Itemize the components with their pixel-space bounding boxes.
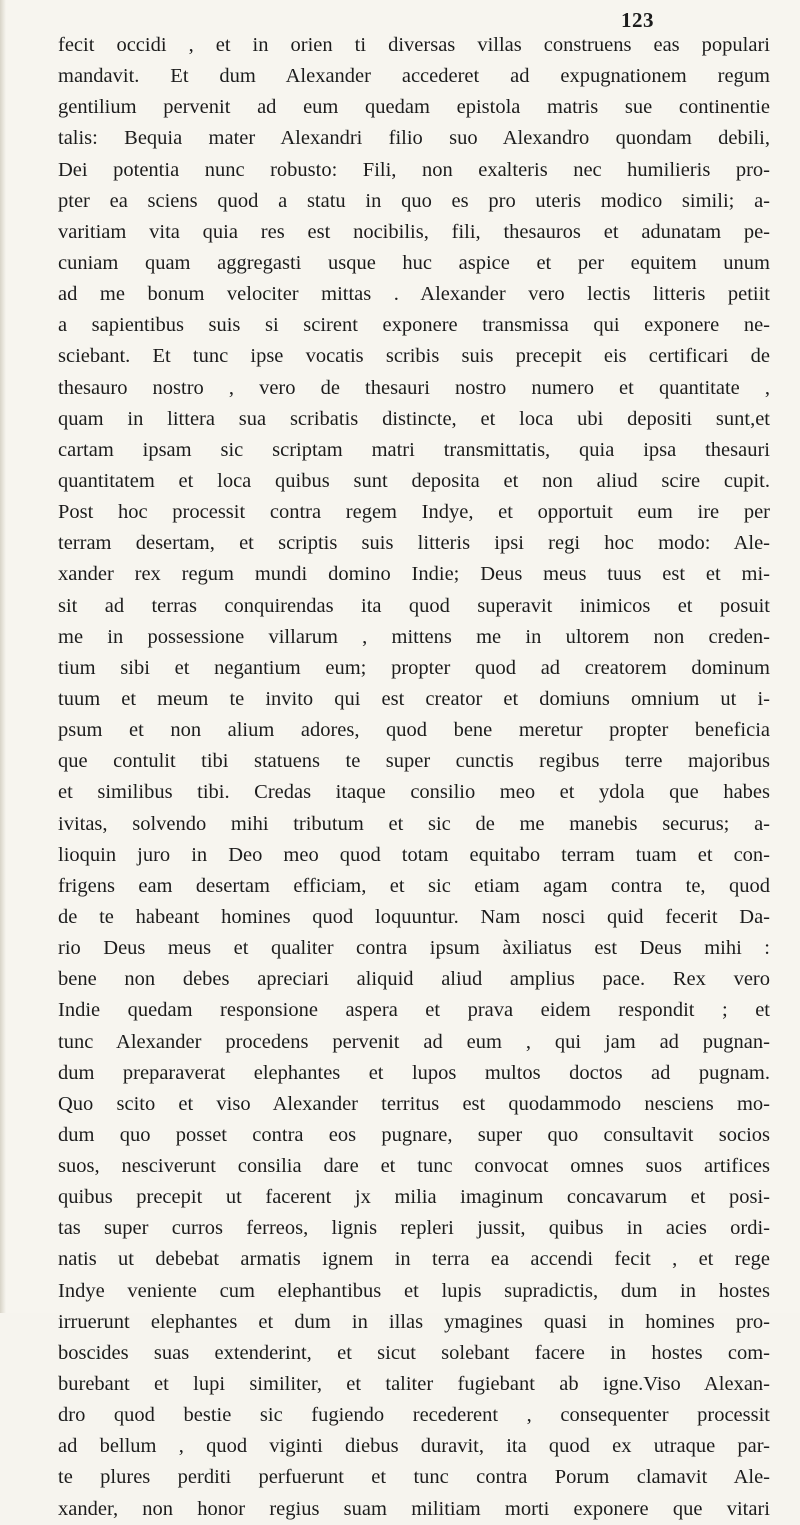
text-line: tuum et meum te invito qui est creator et domiuns omnium ut i-: [58, 687, 770, 710]
text-line: Quo scito et viso Alexander territus est quodammodo nesciens mo-: [58, 1092, 770, 1115]
text-line: et similibus tibi. Credas itaque consilio meo et ydola que habes: [58, 781, 770, 804]
text-line: Indie quedam responsione aspera et prava eidem respondit ; et: [58, 999, 770, 1022]
text-line: dro quod bestie sic fugiendo recederent , consequenter processit: [58, 1404, 770, 1427]
text-line: Indye veniente cum elephantibus et lupis supradictis, dum in hostes: [58, 1279, 770, 1302]
text-line: bene non debes apreciari aliquid aliud amplius pace. Rex vero: [58, 968, 770, 991]
text-line: burebant et lupi similiter, et taliter fugiebant ab igne.Viso Alexan-: [58, 1373, 770, 1396]
text-line: gentilium pervenit ad eum quedam epistola matris sue continentie: [58, 96, 770, 119]
text-line: psum et non alium adores, quod bene meretur propter beneficia: [58, 719, 770, 742]
text-line: quam in littera sua scribatis distincte, et loca ubi depositi sunt,et: [58, 407, 770, 430]
text-line: talis: Bequia mater Alexandri filio suo Alexandro quondam debili,: [58, 127, 770, 150]
page-number: 123: [621, 8, 654, 32]
text-line: me in possessione villarum , mittens me in ultorem non creden-: [58, 625, 770, 648]
text-line: ad bellum , quod viginti diebus duravit, ita quod ex utraque par-: [58, 1435, 770, 1458]
text-line: tunc Alexander procedens pervenit ad eum , qui jam ad pugnan-: [58, 1030, 770, 1053]
text-line: te plures perditi perfuerunt et tunc contra Porum clamavit Ale-: [58, 1466, 770, 1489]
text-line: suos, nesciverunt consilia dare et tunc convocat omnes suos artifices: [58, 1155, 770, 1178]
text-line: irruerunt elephantes et dum in illas ymagines quasi in homines pro-: [58, 1310, 770, 1333]
text-line: ad me bonum velociter mittas . Alexander vero lectis litteris petiit: [58, 283, 770, 306]
text-line: Post hoc processit contra regem Indye, et opportuit eum ire per: [58, 501, 770, 524]
text-line: natis ut debebat armatis ignem in terra ea accendi fecit , et rege: [58, 1248, 770, 1271]
text-line: Dei potentia nunc robusto: Fili, non exalteris nec humilieris pro-: [58, 158, 770, 181]
text-line: fecit occidi , et in orien ti diversas villas construens eas populari: [58, 34, 770, 56]
text-line: sciebant. Et tunc ipse vocatis scribis suis precepit eis certificari de: [58, 345, 770, 368]
text-line: quantitatem et loca quibus sunt deposita et non aliud scire cupit.: [58, 469, 770, 492]
text-line: que contulit tibi statuens te super cunctis regibus terre majoribus: [58, 750, 770, 773]
text-line: ivitas, solvendo mihi tributum et sic de me manebis securus; a-: [58, 812, 770, 835]
text-line: thesauro nostro , vero de thesauri nostro numero et quantitate ,: [58, 376, 770, 399]
text-line: dum preparaverat elephantes et lupos multos doctos ad pugnam.: [58, 1061, 770, 1084]
text-line: tas super curros ferreos, lignis repleri jussit, quibus in acies ordi-: [58, 1217, 770, 1240]
text-line: sit ad terras conquirendas ita quod superavit inimicos et posuit: [58, 594, 770, 617]
text-line: xander rex regum mundi domino Indie; Deus meus tuus est et mi-: [58, 563, 770, 586]
page-edge-shadow: [0, 0, 6, 1313]
text-line: xander, non honor regius suam militiam morti exponere que vitari: [58, 1497, 770, 1520]
text-line: frigens eam desertam efficiam, et sic etiam agam contra te, quod: [58, 874, 770, 897]
text-line: boscides suas extenderint, et sicut solebant facere in hostes com-: [58, 1341, 770, 1364]
text-line: cartam ipsam sic scriptam matri transmittatis, quia ipsa thesauri: [58, 438, 770, 461]
text-line: varitiam vita quia res est nocibilis, fili, thesauros et adunatam pe-: [58, 220, 770, 243]
text-line: de te habeant homines quod loquuntur. Nam nosci quid fecerit Da-: [58, 905, 770, 928]
text-line: rio Deus meus et qualiter contra ipsum àxiliatus est Deus mihi :: [58, 937, 770, 960]
text-line: terram desertam, et scriptis suis litteris ipsi regi hoc modo: Ale-: [58, 532, 770, 555]
text-line: a sapientibus suis si scirent exponere transmissa qui exponere ne-: [58, 314, 770, 337]
text-line: tium sibi et negantium eum; propter quod ad creatorem dominum: [58, 656, 770, 679]
body-text: [58, 30, 770, 1525]
text-line: pter ea sciens quod a statu in quo es pro uteris modico simili; a-: [58, 189, 770, 212]
text-line: cuniam quam aggregasti usque huc aspice et per equitem unum: [58, 251, 770, 274]
text-line: mandavit. Et dum Alexander accederet ad expugnationem regum: [58, 65, 770, 88]
text-line: dum quo posset contra eos pugnare, super quo consultavit socios: [58, 1123, 770, 1146]
text-line: lioquin juro in Deo meo quod totam equitabo terram tuam et con-: [58, 843, 770, 866]
text-line: quibus precepit ut facerent jx milia imaginum concavarum et posi-: [58, 1186, 770, 1209]
